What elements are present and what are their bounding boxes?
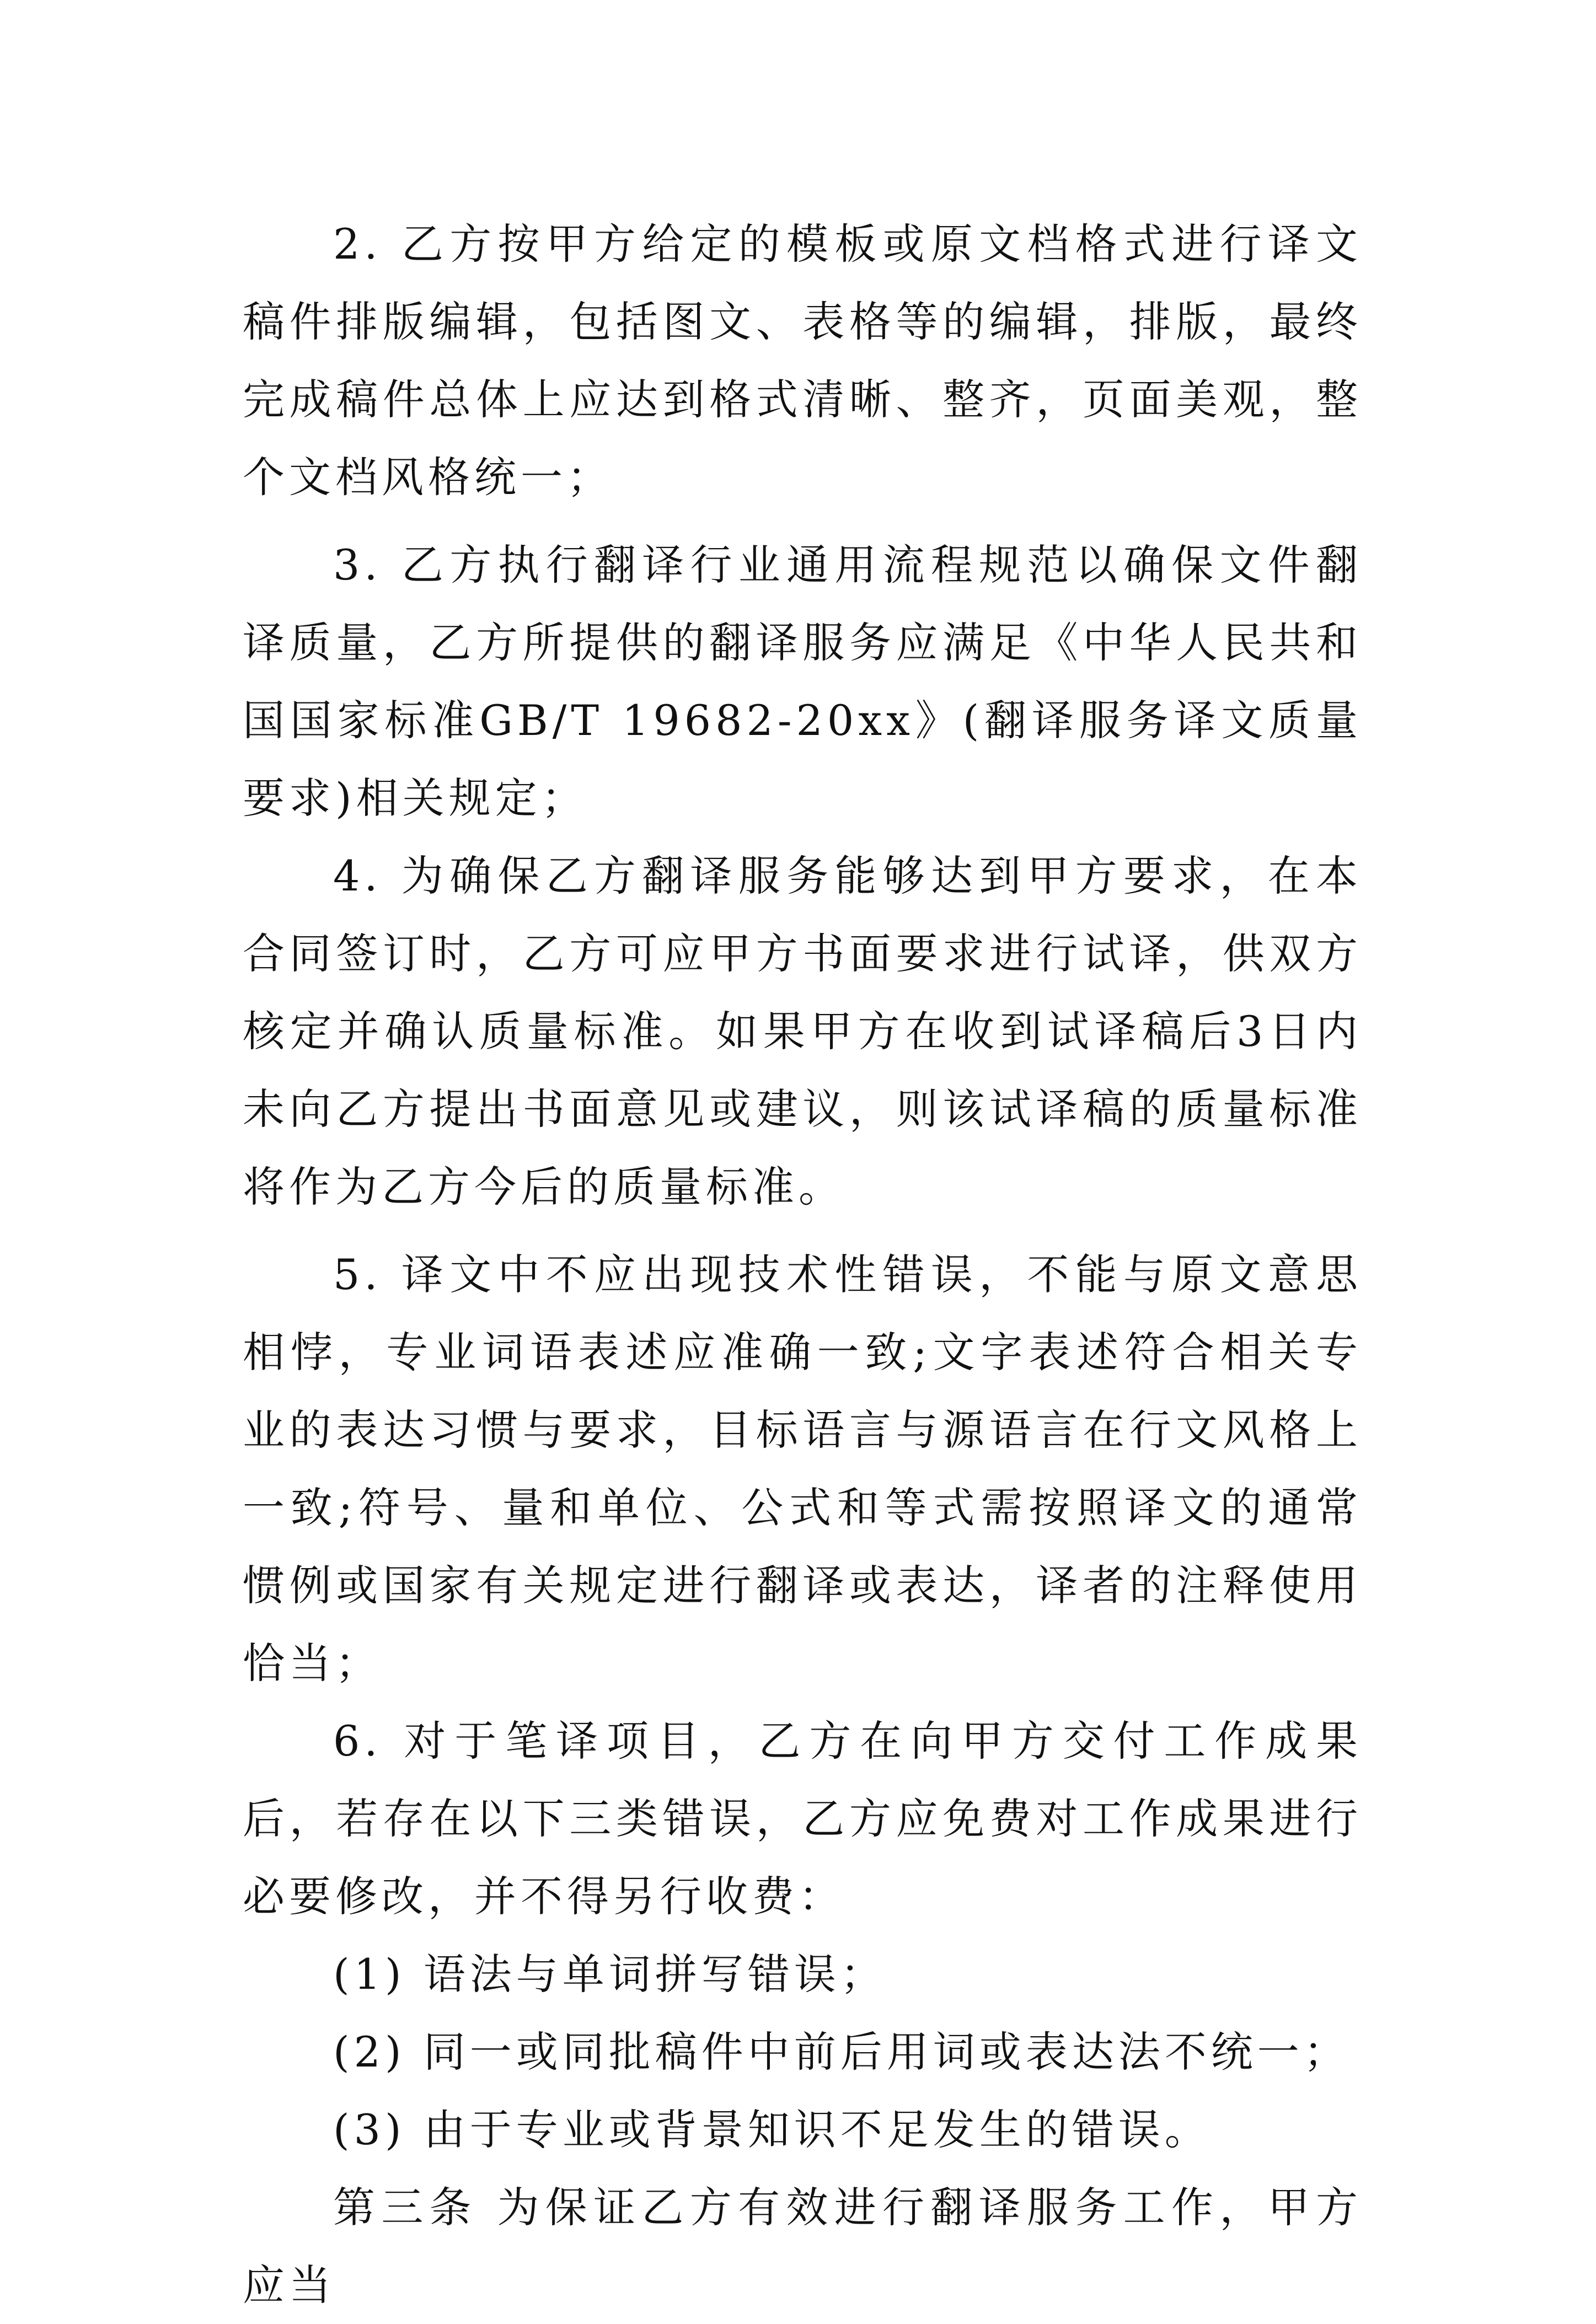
article-three-line: 第三条 为保证乙方有效进行翻译服务工作，甲方应当 xyxy=(243,2183,1362,2310)
clause-3: 3. 乙方执行翻译行业通用流程规范以确保文件翻译质量，乙方所提供的翻译服务应满足《中华人民共和国国家标准GB/T 19682-20xx》(翻译服务译文质量要求)相关规定； xyxy=(243,540,1362,823)
clause-5: 5. 译文中不应出现技术性错误，不能与原文意思相悖，专业词语表述应准确一致;文字表述符合相关专业的表达习惯与要求，目标语言与源语言在行文风格上一致;符号、量和单位、公式和等式需按照译文的通常惯例或国家有关规定进行翻译或表达，译者的注释使用恰当； xyxy=(243,1250,1362,1688)
clause-6: 6. 对于笔译项目，乙方在向甲方交付工作成果后，若存在以下三类错误，乙方应免费对工作成果进行必要修改，并不得另行收费： xyxy=(243,1716,1362,1921)
document-body xyxy=(243,205,1362,2324)
clause-4: 4. 为确保乙方翻译服务能够达到甲方要求，在本合同签订时，乙方可应甲方书面要求进行试译，供双方核定并确认质量标准。如果甲方在收到试译稿后3日内未向乙方提出书面意见或建议，则该试译稿的质量标准将作为乙方今后的质量标准。 xyxy=(243,851,1362,1211)
sub-item-3: (3) 由于专业或背景知识不足发生的错误。 xyxy=(333,2105,1211,2154)
clause-2: 2. 乙方按甲方给定的模板或原文档格式进行译文稿件排版编辑，包括图文、表格等的编辑，排版，最终完成稿件总体上应达到格式清晰、整齐，页面美观，整个文档风格统一； xyxy=(243,219,1362,502)
sub-item-2: (2) 同一或同批稿件中前后用词或表达法不统一； xyxy=(333,2027,1350,2076)
sub-item-1: (1) 语法与单词拼写错误； xyxy=(333,1950,887,1999)
